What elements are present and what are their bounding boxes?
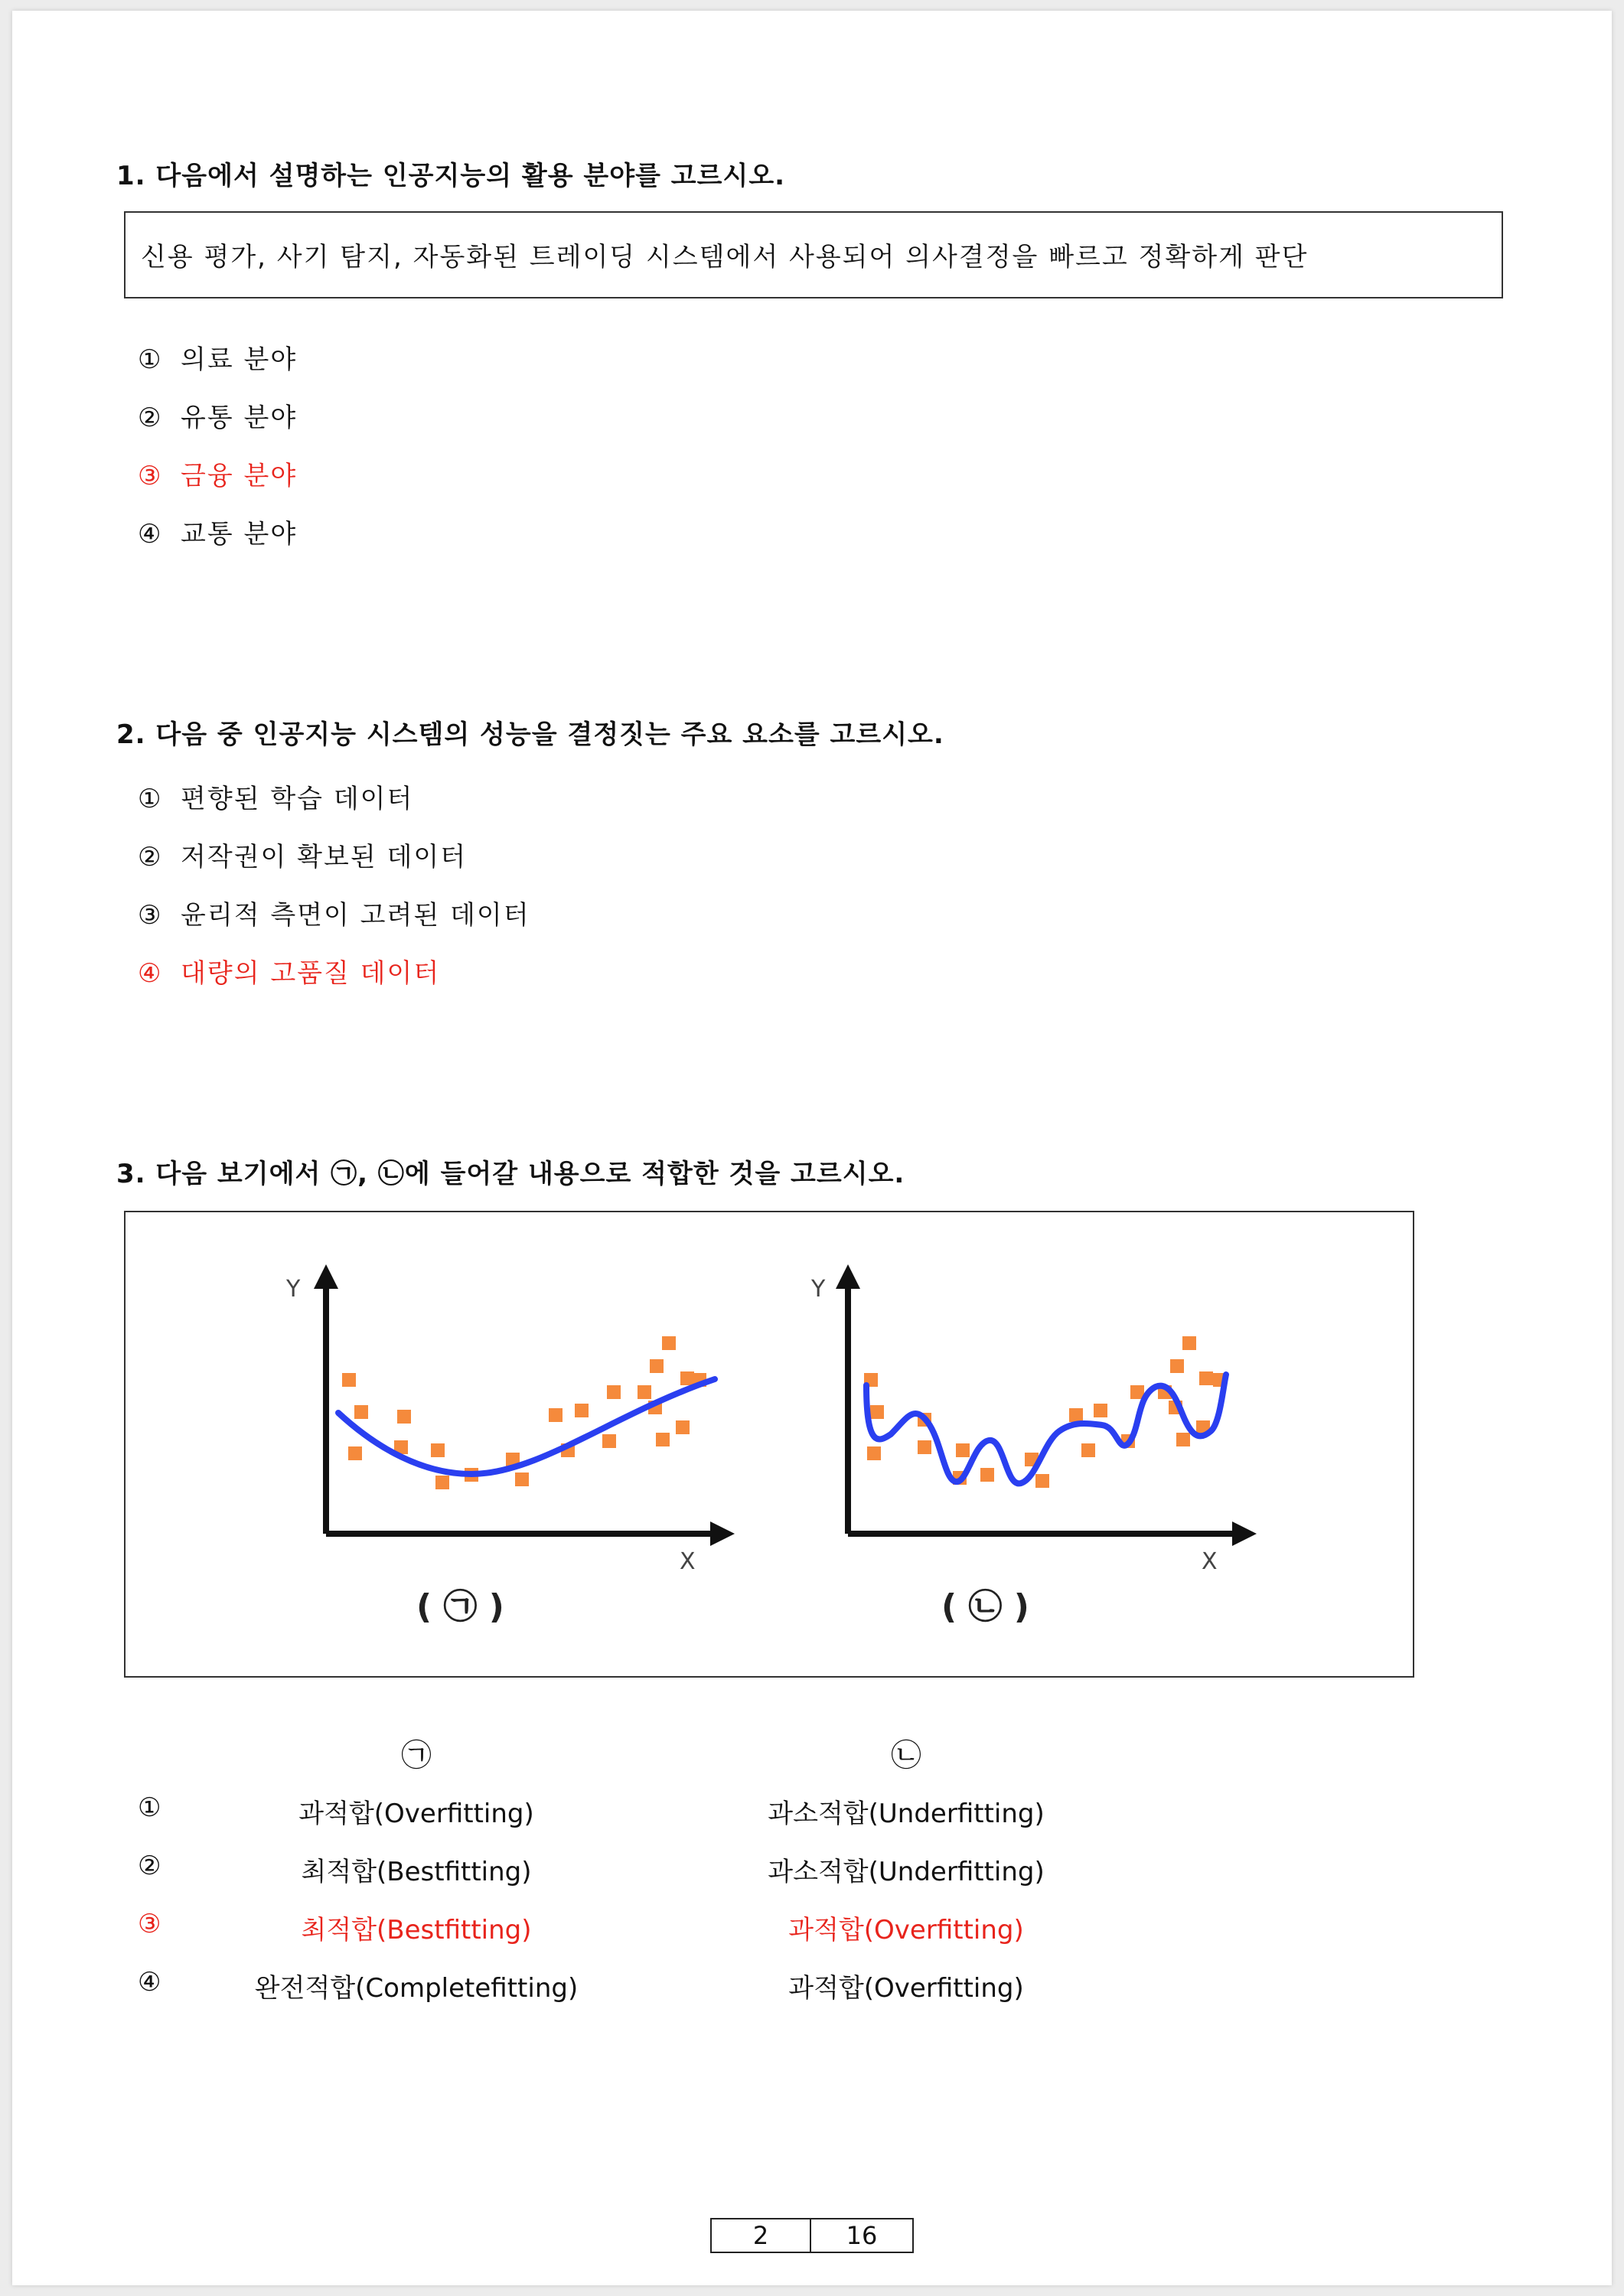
left-figure-label: ( ㉠ ) [416,1587,504,1626]
point [867,1446,881,1460]
q2-option-2[interactable] [138,836,467,873]
option-text: 대량의 고품질 데이터 [181,958,441,989]
current-page: 2 [712,2219,811,2252]
option-col1: 완전적합(Completefitting) [254,1973,579,2004]
option-text: 교통 분야 [181,519,298,550]
option-text: 의료 분야 [181,344,298,375]
point [602,1434,616,1448]
question-1-description-box [124,211,1503,298]
option-number: ④ [138,519,163,550]
point [515,1473,529,1486]
exam-page [12,11,1612,2285]
right-x-label: X [1202,1548,1218,1575]
point [1199,1371,1213,1385]
option-number: ② [138,842,163,872]
q2-option-3[interactable] [138,894,530,931]
right-plot [810,1264,1257,1626]
point [549,1408,563,1422]
point [1176,1433,1190,1446]
option-number: ③ [138,461,163,491]
question-3-title: 3. 다음 보기에서 ㉠, ㉡에 들어갈 내용으로 적합한 것을 고르시오. [116,1159,905,1189]
point [870,1405,884,1419]
point [918,1440,931,1454]
point [662,1336,676,1350]
q2-option-4-correct[interactable] [138,952,440,990]
q1-option-1[interactable] [138,338,297,376]
left-x-arrow [710,1521,735,1546]
option-col2: 과적합(Overfitting) [788,1915,1024,1945]
point [397,1410,411,1424]
point [638,1385,651,1399]
option-number: ① [138,1792,161,1823]
answer-header-col1: ㉠ [401,1738,432,1773]
option-number: ③ [138,900,163,931]
right-figure-label: ( ㉡ ) [941,1587,1029,1626]
point [342,1373,356,1387]
option-number: ① [138,784,163,814]
point [980,1468,994,1482]
point [1069,1408,1083,1422]
point [348,1446,362,1460]
point [1182,1336,1196,1350]
point [354,1405,368,1419]
option-col2: 과소적합(Underfitting) [768,1857,1045,1887]
point [956,1443,970,1457]
option-text: 금융 분야 [181,461,298,491]
left-x-label: X [680,1548,696,1575]
option-col2: 과소적합(Underfitting) [768,1799,1045,1829]
point [1094,1404,1107,1417]
q1-option-3-correct[interactable] [138,455,297,492]
q1-option-2[interactable] [138,396,297,434]
option-text: 편향된 학습 데이터 [181,784,414,814]
q3-option-1[interactable] [12,1792,1612,1829]
point [435,1476,449,1489]
left-y-arrow [314,1264,338,1289]
option-number: ③ [138,1909,161,1939]
option-number: ④ [138,1967,161,1998]
right-fit-curve [866,1375,1226,1483]
fitting-figure [124,1211,1414,1678]
point [680,1371,694,1385]
option-col1: 최적합(Bestfitting) [301,1915,532,1945]
option-number: ① [138,344,163,375]
page-indicator [710,2218,914,2253]
q3-option-2[interactable] [12,1851,1612,1887]
question-1-description: 신용 평가, 사기 탐지, 자동화된 트레이딩 시스템에서 사용되어 의사결정을 빠르고 정확하게 판단 [141,242,1309,272]
option-text: 윤리적 측면이 고려된 데이터 [181,900,530,931]
left-fit-curve [338,1379,715,1474]
option-number: ② [138,1851,161,1881]
q3-option-3-correct[interactable] [12,1909,1612,1945]
total-pages: 16 [846,2221,878,2250]
question-1-title: 1. 다음에서 설명하는 인공지능의 활용 분야를 고르시오. [116,161,786,191]
option-number: ② [138,403,163,433]
right-y-label: Y [811,1276,826,1303]
right-y-arrow [836,1264,860,1289]
option-col1: 최적합(Bestfitting) [301,1857,532,1887]
answer-header-col2: ㉡ [891,1738,921,1773]
option-number: ④ [138,958,163,989]
point [1170,1359,1184,1373]
point [1035,1474,1049,1488]
question-2-title: 2. 다음 중 인공지능 시스템의 성능을 결정짓는 주요 요소를 고르시오. [116,719,944,750]
option-text: 유통 분야 [181,403,298,433]
q1-option-4[interactable] [138,513,297,550]
q2-option-1[interactable] [138,778,413,815]
right-x-arrow [1232,1521,1257,1546]
option-col2: 과적합(Overfitting) [788,1973,1024,2004]
point [1081,1443,1095,1457]
point [676,1420,690,1434]
option-text: 저작권이 확보된 데이터 [181,842,468,872]
point [575,1404,589,1417]
point [431,1443,445,1457]
point [607,1385,621,1399]
point [650,1359,664,1373]
left-plot [285,1264,735,1626]
option-col1: 과적합(Overfitting) [298,1799,534,1829]
q3-option-4[interactable] [12,1967,1612,2004]
point [656,1433,670,1446]
left-y-label: Y [286,1276,301,1303]
